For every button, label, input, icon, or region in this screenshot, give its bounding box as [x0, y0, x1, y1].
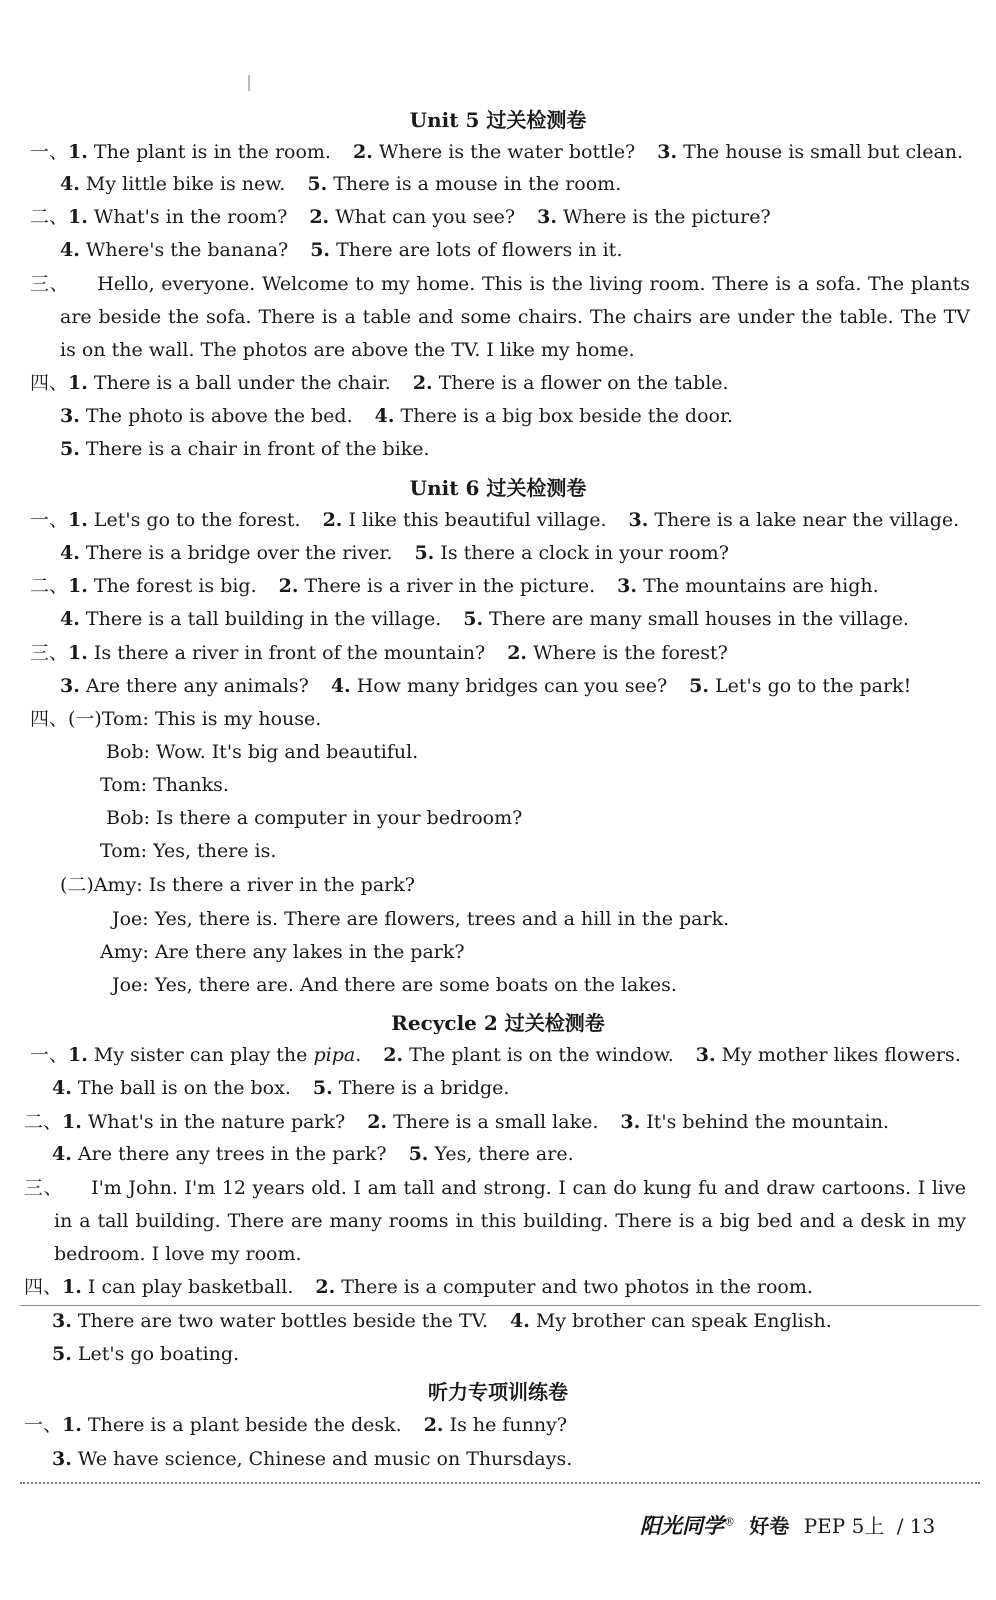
answer-text: I can play basketball. — [87, 1276, 294, 1298]
part-label: 三、 — [30, 642, 69, 664]
unit5-part1-row2: 4. My little bike is new. 5. There is a mouse in the room. — [60, 173, 622, 195]
answer-text: Let's go to the forest. — [93, 509, 301, 531]
answer-text: The plant is on the window. — [409, 1044, 674, 1066]
answer-text: There is a computer and two photos in the room. — [341, 1276, 813, 1298]
unit6-part4-d2-line3 — [100, 939, 465, 965]
answer-text: There are lots of flowers in it. — [336, 239, 623, 261]
answer-text: My sister can play the — [93, 1044, 308, 1066]
part-label: 一、 — [30, 141, 69, 163]
dialogue-text: Are there any lakes in the park? — [154, 941, 465, 963]
part-label: 一、 — [24, 1414, 63, 1436]
brand-logo: 阳光同学 — [640, 1514, 724, 1538]
dialogue-label: (一) — [68, 708, 102, 730]
speaker: Tom: — [101, 708, 149, 730]
dialogue-text: Thanks. — [153, 774, 229, 796]
speaker: Joe: — [112, 974, 149, 996]
answer-text: The mountains are high. — [643, 575, 879, 597]
scan-mark — [248, 75, 250, 91]
part-label: 二、 — [30, 206, 69, 228]
part-label: 三、 — [24, 1177, 64, 1199]
section-title-recycle2: Recycle 2 过关检测卷 — [391, 1011, 605, 1035]
listening-part1-row2: 3. We have science, Chinese and music on Thursdays. — [52, 1448, 573, 1470]
answer-text: Let's go boating. — [77, 1343, 240, 1365]
unit6-part4-d1-line5 — [100, 838, 276, 864]
part-label: 三、 — [30, 273, 70, 295]
unit6-part4-d1-line4 — [106, 805, 522, 831]
speaker: Tom: — [100, 774, 148, 796]
dialogue-text: Yes, there are. And there are some boats on the lakes. — [154, 974, 677, 996]
unit6-part1-row1: 一、1. Let's go to the forest. 2. I like this beautiful village. 3. There is a lake near the village. — [30, 509, 960, 531]
part-label: 一、 — [30, 1044, 69, 1066]
speaker: Tom: — [100, 840, 148, 862]
fold-divider — [20, 1305, 980, 1306]
answer-text: My mother likes flowers. — [721, 1044, 961, 1066]
answer-text: The photo is above the bed. — [85, 405, 353, 427]
part-label: 四、 — [24, 1276, 63, 1298]
answer-text: There are two water bottles beside the TV. — [77, 1310, 489, 1332]
dialogue-text: Yes, there is. — [153, 840, 277, 862]
speaker: Joe: — [112, 908, 149, 930]
answer-text: The plant is in the room. — [93, 141, 331, 163]
unit5-part4-row3: 5. There is a chair in front of the bike. — [60, 438, 430, 460]
answer-text: My brother can speak English. — [535, 1310, 832, 1332]
unit6-part4-d1-line3 — [100, 772, 229, 798]
unit6-part4-d1-line1 — [30, 706, 321, 732]
answer-text: There is a ball under the chair. — [93, 372, 391, 394]
answer-text: Is there a clock in your room? — [440, 542, 729, 564]
speaker: Amy: — [93, 874, 143, 896]
page-number: / 13 — [896, 1514, 936, 1538]
section-title-unit6: Unit 6 过关检测卷 — [409, 476, 587, 500]
section-title-listening: 听力专项训练卷 — [428, 1380, 568, 1404]
unit6-part1-row2: 4. There is a bridge over the river. 5. Is there a clock in your room? — [60, 542, 729, 564]
unit5-part2-row2: 4. Where's the banana? 5. There are lots of flowers in it. — [60, 239, 623, 261]
unit6-part2-row2: 4. There is a tall building in the village. 5. There are many small houses in the village. — [60, 608, 909, 630]
part-label: 一、 — [30, 509, 69, 531]
answer-text: Are there any animals? — [85, 675, 309, 697]
answer-text: There is a mouse in the room. — [333, 173, 622, 195]
unit6-part3-row1: 三、1. Is there a river in front of the mountain? 2. Where is the forest? — [30, 642, 728, 664]
dialogue-text: Is there a computer in your bedroom? — [156, 807, 523, 829]
passage-text: Hello, everyone. Welcome to my home. This is the living room. There is a sofa. The plants are beside the sofa. There is a table and some chairs. The chairs are under the table. The TV is on the wall. The photos are above the TV. I like my home. — [60, 273, 970, 361]
answer-text: My little bike is new. — [85, 173, 286, 195]
unit6-part4-d2-line4 — [112, 972, 677, 998]
unit5-part4-row2: 3. The photo is above the bed. 4. There is a big box beside the door. — [60, 405, 733, 427]
answer-text: There is a flower on the table. — [438, 372, 729, 394]
unit6-part3-row2: 3. Are there any animals? 4. How many bridges can you see? 5. Let's go to the park! — [60, 675, 912, 697]
answer-text: What's in the room? — [93, 206, 288, 228]
unit6-part4-d1-line2 — [106, 739, 418, 765]
unit6-part4-d2-line1 — [60, 872, 415, 898]
registered-mark: ® — [724, 1515, 735, 1529]
answer-text: It's behind the mountain. — [646, 1111, 889, 1133]
answer-text: There is a small lake. — [393, 1111, 599, 1133]
answer-text: Yes, there are. — [434, 1143, 574, 1165]
part-label: 四、 — [30, 372, 69, 394]
recycle2-part3-passage — [24, 1172, 966, 1271]
dialogue-text: Is there a river in the park? — [148, 874, 415, 896]
section-title-unit5: Unit 5 过关检测卷 — [409, 108, 587, 132]
unit6-part4-d2-line2 — [112, 906, 729, 932]
recycle2-part4-row3: 5. Let's go boating. — [52, 1343, 240, 1365]
answer-text: There is a plant beside the desk. — [87, 1414, 402, 1436]
answer-text: There is a tall building in the village. — [85, 608, 442, 630]
book-title: 好卷 — [749, 1514, 790, 1538]
recycle2-part2-row2: 4. Are there any trees in the park? 5. Yes, there are. — [52, 1143, 574, 1165]
dialogue-text: This is my house. — [154, 708, 322, 730]
answer-text: What's in the nature park? — [87, 1111, 346, 1133]
answer-text: There is a bridge over the river. — [85, 542, 393, 564]
answer-text: I like this beautiful village. — [348, 509, 607, 531]
listening-part1-row1: 一、1. There is a plant beside the desk. 2. Is he funny? — [24, 1414, 568, 1436]
unit6-part2-row1: 二、1. The forest is big. 2. There is a river in the picture. 3. The mountains are high. — [30, 575, 879, 597]
answer-text: Is he funny? — [449, 1414, 568, 1436]
part-label: 二、 — [24, 1111, 63, 1133]
dialogue-text: Yes, there is. There are flowers, trees and a hill in the park. — [154, 908, 730, 930]
answer-text: We have science, Chinese and music on Thursdays. — [77, 1448, 573, 1470]
recycle2-part4-row1: 四、1. I can play basketball. 2. There is a computer and two photos in the room. — [24, 1276, 813, 1298]
answer-text: The house is small but clean. — [683, 141, 964, 163]
answer-text: There are many small houses in the village. — [489, 608, 909, 630]
answer-text: Where's the banana? — [85, 239, 289, 261]
answer-text: There is a big box beside the door. — [400, 405, 733, 427]
answer-text: There is a chair in front of the bike. — [85, 438, 430, 460]
answer-italic-word: pipa — [313, 1044, 356, 1066]
answer-text: There is a river in the picture. — [304, 575, 596, 597]
recycle2-part1-row2: 4. The ball is on the box. 5. There is a bridge. — [52, 1077, 510, 1099]
unit5-part1-row1: 一、1. The plant is in the room. 2. Where is the water bottle? 3. The house is small but clean. — [30, 141, 964, 163]
recycle2-part2-row1: 二、1. What's in the nature park? 2. There is a small lake. 3. It's behind the mountain. — [24, 1111, 889, 1133]
passage-text: I'm John. I'm 12 years old. I am tall and strong. I can do kung fu and draw cartoons. I live in a tall building. There are many rooms in this building. There is a big bed and a desk in my bedroom. I love my room. — [54, 1177, 966, 1265]
speaker: Bob: — [106, 741, 150, 763]
dialogue-label: (二) — [60, 874, 94, 896]
answer-text: How many bridges can you see? — [356, 675, 668, 697]
unit5-part3-passage — [30, 268, 970, 367]
answer-text: There is a lake near the village. — [654, 509, 960, 531]
recycle2-part4-row2: 3. There are two water bottles beside the TV. 4. My brother can speak English. — [52, 1310, 832, 1332]
answer-text: Where is the picture? — [563, 206, 771, 228]
answer-text: Where is the forest? — [533, 642, 728, 664]
unit5-part2-row1: 二、1. What's in the room? 2. What can you see? 3. Where is the picture? — [30, 206, 771, 228]
answer-text: Are there any trees in the park? — [77, 1143, 387, 1165]
page-footer — [640, 1510, 935, 1540]
part-label: 四、 — [30, 708, 69, 730]
unit5-part4-row1: 四、1. There is a ball under the chair. 2. There is a flower on the table. — [30, 372, 729, 394]
recycle2-part1-row1: 一、1. My sister can play the pipa. 2. The plant is on the window. 3. My mother likes flowers. — [30, 1044, 961, 1066]
part-label: 二、 — [30, 575, 69, 597]
answer-text: Let's go to the park! — [715, 675, 912, 697]
dialogue-text: Wow. It's big and beautiful. — [156, 741, 419, 763]
bottom-dotted-divider — [20, 1482, 980, 1484]
answer-text: The forest is big. — [93, 575, 257, 597]
answer-text: What can you see? — [335, 206, 516, 228]
speaker: Bob: — [106, 807, 150, 829]
answer-text: Is there a river in front of the mountain? — [93, 642, 486, 664]
answer-text: The ball is on the box. — [77, 1077, 291, 1099]
answer-text: Where is the water bottle? — [378, 141, 636, 163]
speaker: Amy: — [100, 941, 149, 963]
answer-text: There is a bridge. — [338, 1077, 510, 1099]
book-series: PEP 5上 — [803, 1514, 885, 1538]
